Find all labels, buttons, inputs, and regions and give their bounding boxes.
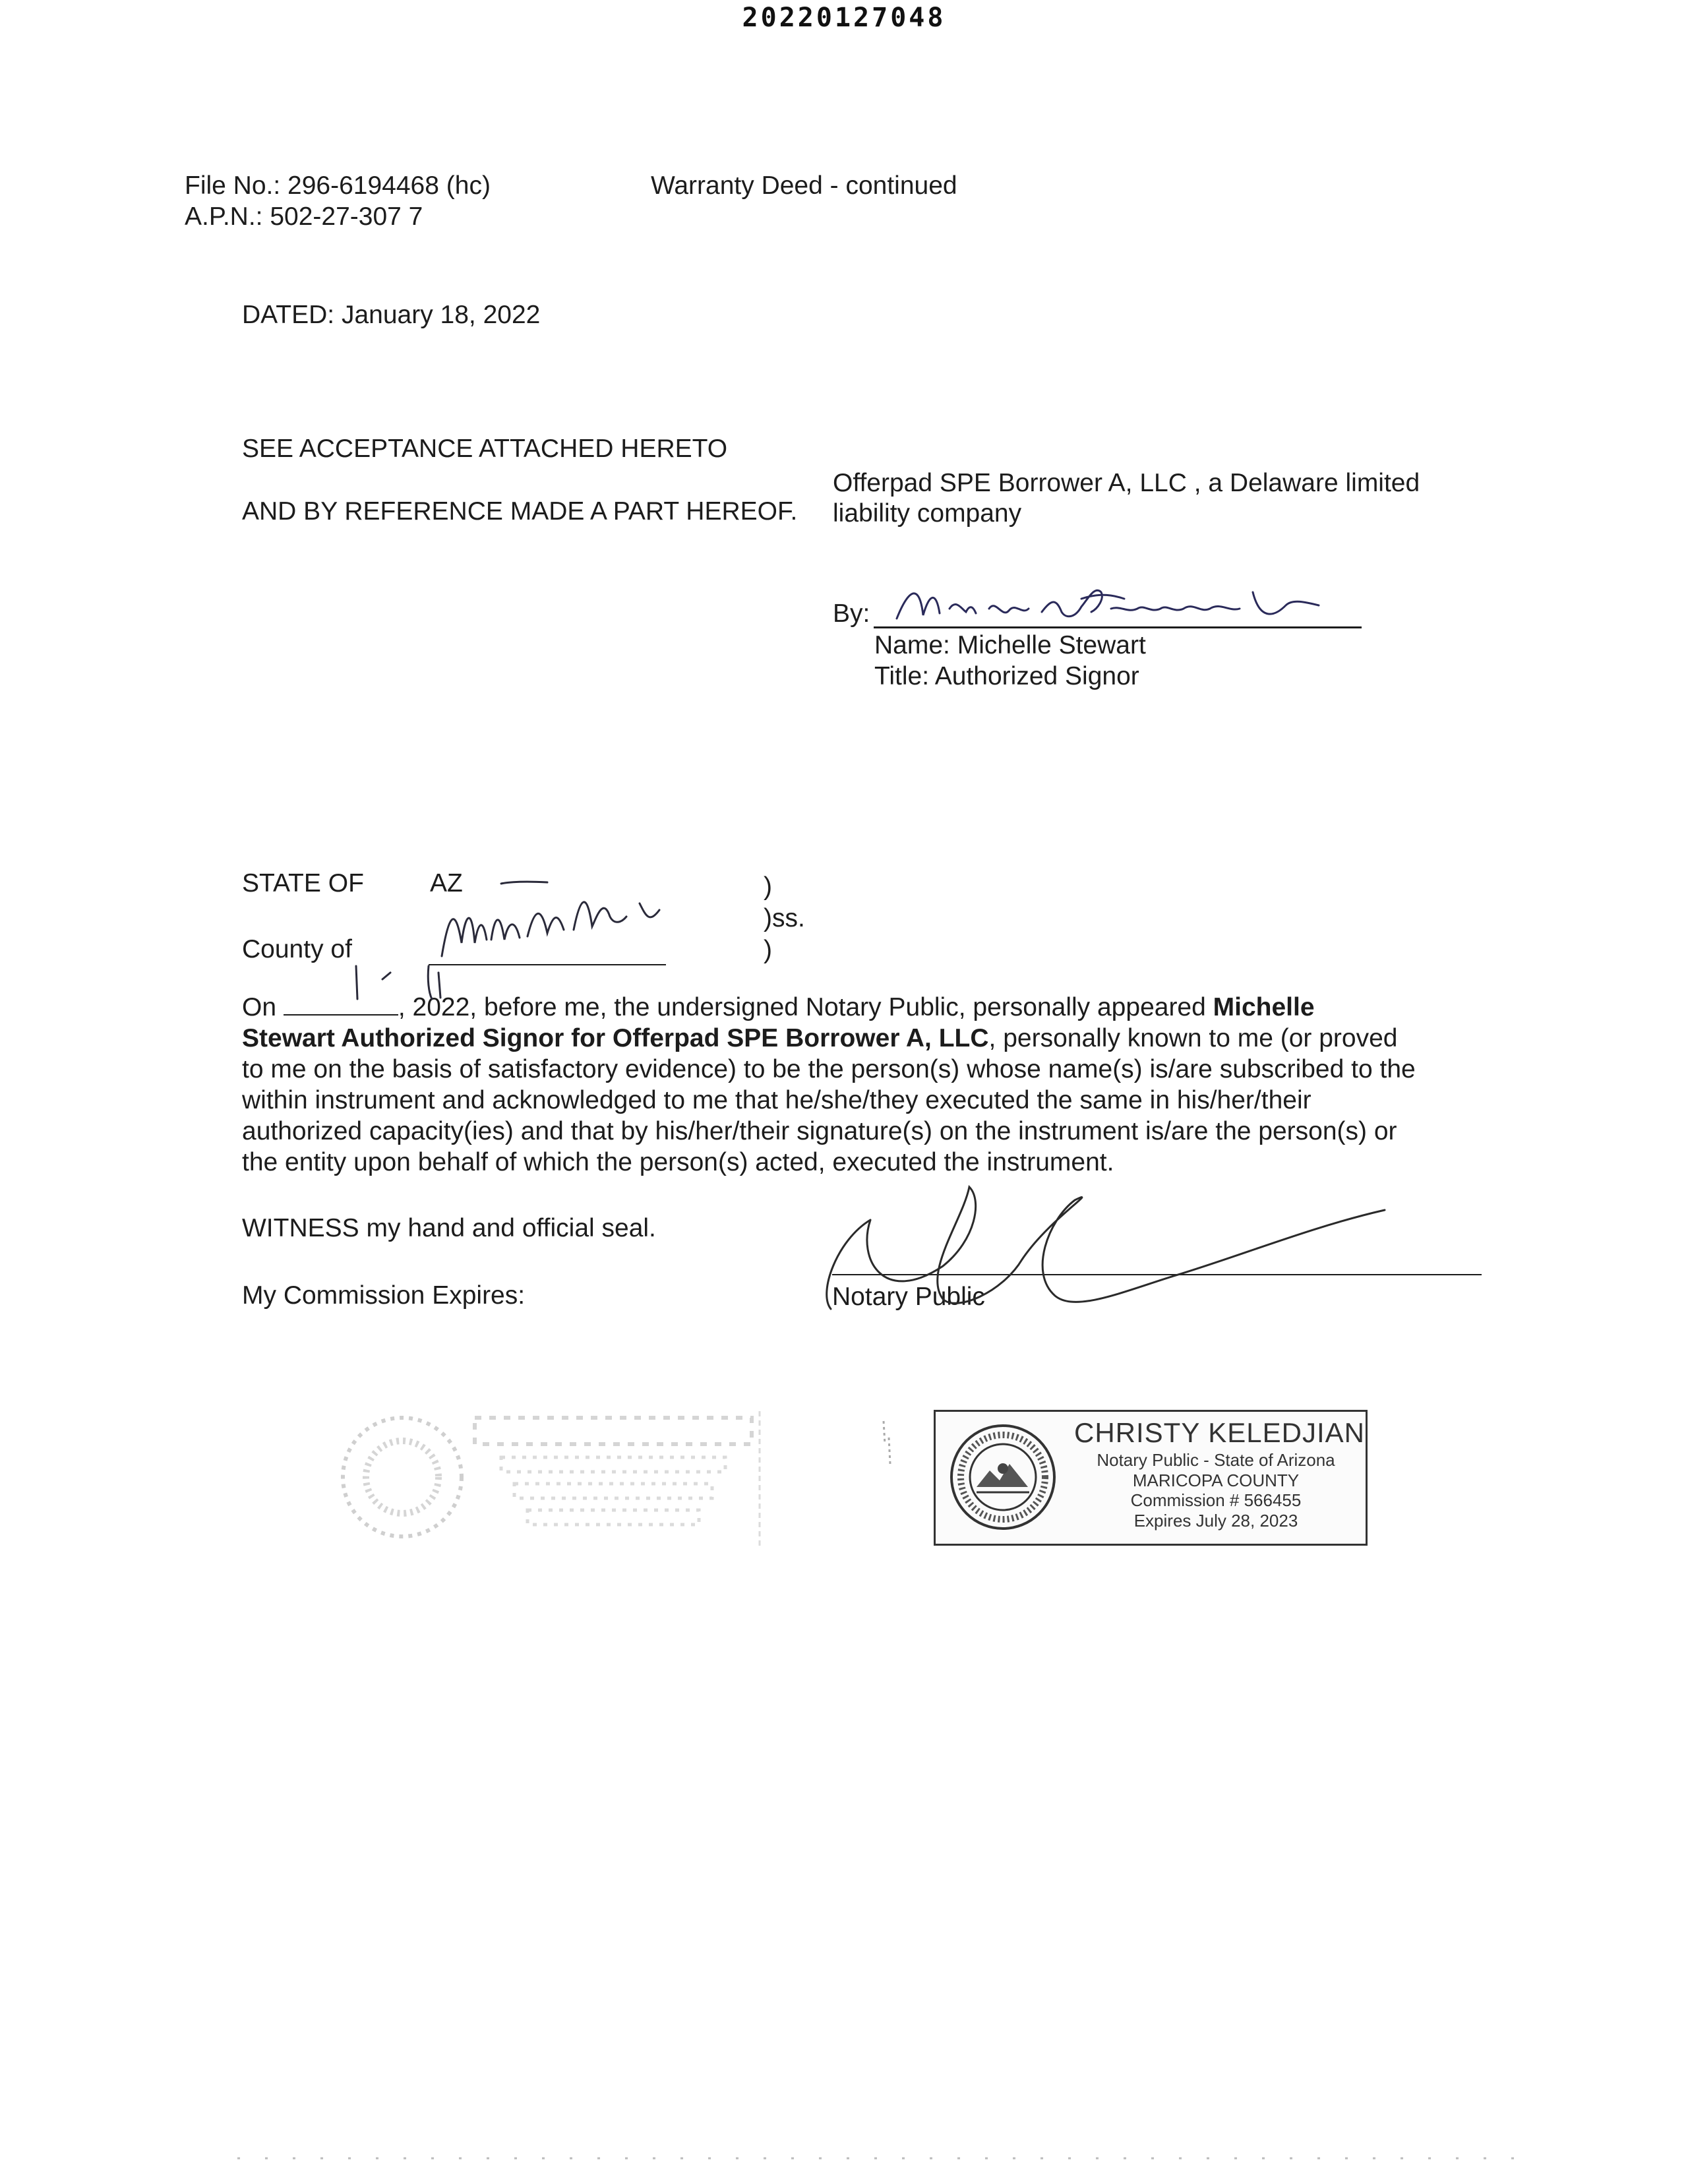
ack-line-1-bold: Michelle xyxy=(1213,993,1315,1021)
grantor-line-1: Offerpad SPE Borrower A, LLC , a Delaware limited xyxy=(833,469,1420,497)
grantor-signature xyxy=(884,572,1365,632)
state-label: STATE OF xyxy=(242,869,364,897)
county-label: County of xyxy=(242,935,352,963)
notary-stamp xyxy=(934,1410,1368,1546)
notary-stamp-state: Notary Public - State of Arizona xyxy=(1097,1450,1335,1470)
ack-line-2 xyxy=(242,1023,1482,1054)
acknowledgment-paragraph xyxy=(242,992,1482,1178)
notary-signature xyxy=(811,1161,1444,1319)
notary-stamp-county: MARICOPA COUNTY xyxy=(1132,1471,1300,1490)
witness-line: WITNESS my hand and official seal. xyxy=(242,1214,656,1242)
venue-paren-top: ) xyxy=(764,872,772,901)
ack-line-2-bold: Stewart Authorized Signor for Offerpad SPE Borrower A, LLC xyxy=(242,1024,989,1052)
state-value: AZ xyxy=(430,869,463,897)
grantor-line-2: liability company xyxy=(833,499,1022,528)
acceptance-line-1: SEE ACCEPTANCE ATTACHED HERETO xyxy=(242,435,728,463)
signer-name: Name: Michelle Stewart xyxy=(874,631,1146,659)
faded-seal-impression xyxy=(330,1405,765,1556)
arizona-state-seal-icon xyxy=(944,1421,1062,1533)
stamp-edge-mark xyxy=(877,1418,897,1471)
file-number: File No.: 296-6194468 (hc) xyxy=(185,171,491,200)
notary-public-label: Notary Public xyxy=(832,1283,985,1311)
recording-number: 20220127048 xyxy=(742,3,946,33)
venue-paren-ss: )ss. xyxy=(764,904,805,932)
ack-line-6: the entity upon behalf of which the person(s) acted, executed the instrument. xyxy=(242,1148,1114,1176)
signer-title: Title: Authorized Signor xyxy=(874,662,1139,690)
date-handwriting xyxy=(330,959,514,1006)
notary-stamp-expiration: Expires July 28, 2023 xyxy=(1133,1511,1298,1531)
ack-line-5: authorized capacity(ies) and that by his/her/their signature(s) on the instrument is/are the person(s) or xyxy=(242,1117,1397,1145)
ack-line-3: to me on the basis of satisfactory evidence) to be the person(s) whose name(s) is/are subscribed to the xyxy=(242,1055,1416,1083)
dated-line: DATED: January 18, 2022 xyxy=(242,301,541,329)
scan-noise-strip xyxy=(237,2155,1530,2162)
notary-stamp-name: CHRISTY KELEDJIAN xyxy=(1074,1417,1365,1448)
by-label: By: xyxy=(833,599,870,628)
acceptance-line-2: AND BY REFERENCE MADE A PART HEREOF. xyxy=(242,497,798,526)
commission-expires-label: My Commission Expires: xyxy=(242,1281,526,1310)
venue-paren-bottom: ) xyxy=(764,936,772,964)
notary-stamp-commission: Commission # 566455 xyxy=(1130,1490,1302,1510)
ack-line-1-rest: , 2022, before me, the undersigned Notary Public, personally appeared xyxy=(398,993,1213,1021)
ack-line-2-rest: , personally known to me (or proved xyxy=(988,1024,1398,1052)
ack-line-4: within instrument and acknowledged to me that he/she/they executed the same in his/her/their xyxy=(242,1086,1311,1114)
document-title: Warranty Deed - continued xyxy=(651,171,957,200)
apn-number: A.P.N.: 502-27-307 7 xyxy=(185,202,423,231)
on-label: On xyxy=(242,993,277,1021)
county-handwriting xyxy=(422,877,699,969)
